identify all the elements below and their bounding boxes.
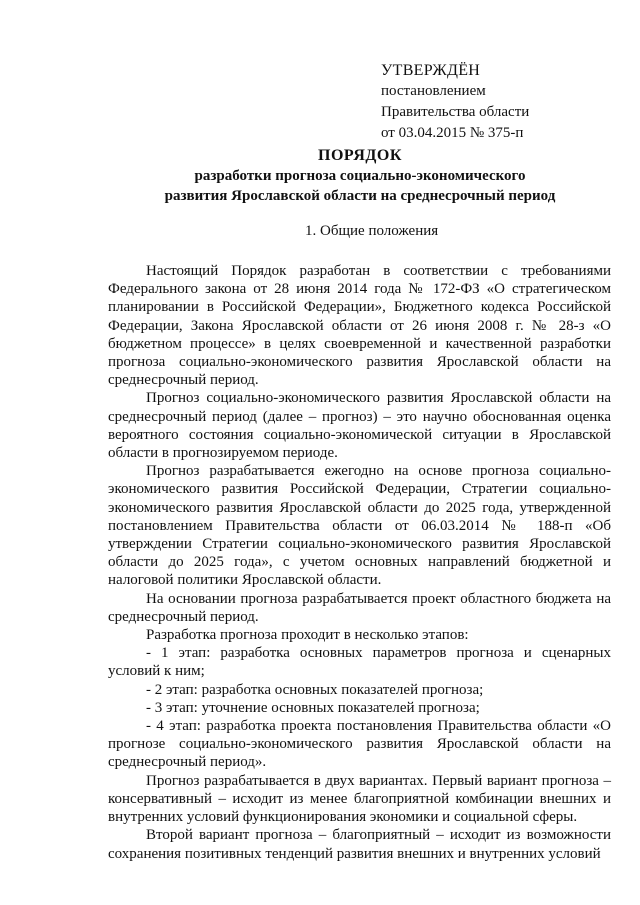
document-title-line-2: развития Ярославской области на среднесрочный период — [164, 188, 556, 204]
document-title — [110, 146, 610, 206]
paragraph: Настоящий Порядок разработан в соответствии с требованиями Федерального закона от 28 июня 2014 года № 172-ФЗ «О стратегическом планировании в Российской Федерации», Бюджетного кодекса Российской Федерации, Закона Ярославской области от 26 июня 2008 г. № 28-з «О бюджетном процессе» в целях своевременной и качественной разработки прогноза социально-экономического развития Ярославской области на среднесрочный период. — [108, 263, 611, 389]
document-title-main: ПОРЯДОК — [318, 147, 402, 164]
document-body — [108, 262, 611, 863]
approval-stamp — [381, 60, 529, 144]
approval-line-1: постановлением — [381, 83, 486, 99]
approval-line-3: от 03.04.2015 № 375-п — [381, 125, 524, 141]
approval-heading: УТВЕРЖДЁН — [381, 62, 481, 79]
paragraph: Разработка прогноза проходит в несколько этапов: — [146, 627, 469, 644]
approval-line-2: Правительства области — [381, 104, 530, 120]
paragraph: Прогноз социально-экономического развития Ярославской области на среднесрочный период (далее – прогноз) – это научно обоснованная оценка вероятного состояния социально-экономической ситуации в Ярославской области в прогнозируемом периоде. — [108, 390, 611, 462]
paragraph: Второй вариант прогноза – благоприятный – исходит из возможности сохранения позитивных тенденций развития внешних и внутренних условий — [108, 827, 611, 862]
document-title-line-1: разработки прогноза социально-экономического — [194, 168, 526, 184]
paragraph: Прогноз разрабатывается в двух вариантах. Первый вариант прогноза – консервативный – исходит из менее благоприятной комбинации внешних и внутренних условий функционирования экономики и социальной сферы. — [108, 772, 611, 826]
paragraph: На основании прогноза разрабатывается проект областного бюджета на среднесрочный период. — [108, 590, 611, 625]
paragraph: Прогноз разрабатывается ежегодно на основе прогноза социально-экономического развития Российской Федерации, Стратегии социально-экономического развития Ярославской области до 2025 года, утвержденной постановлением Правительства области от 06.03.2014 № 188-п «Об утверждении Стратегии социально-экономического развития Ярославской области до 2025 года», с учетом основных направлений бюджетной и налоговой политики Ярославской области. — [108, 463, 611, 589]
list-item: - 1 этап: разработка основных параметров прогноза и сценарных условий к ним; — [108, 645, 611, 680]
list-item: - 4 этап: разработка проекта постановления Правительства области «О прогнозе социально-экономического развития Ярославской области на среднесрочный период». — [108, 718, 611, 771]
list-item: - 3 этап: уточнение основных показателей прогноза; — [146, 699, 480, 716]
section-heading: 1. Общие положения — [305, 223, 439, 239]
list-item: - 2 этап: разработка основных показателей прогноза; — [146, 681, 484, 698]
